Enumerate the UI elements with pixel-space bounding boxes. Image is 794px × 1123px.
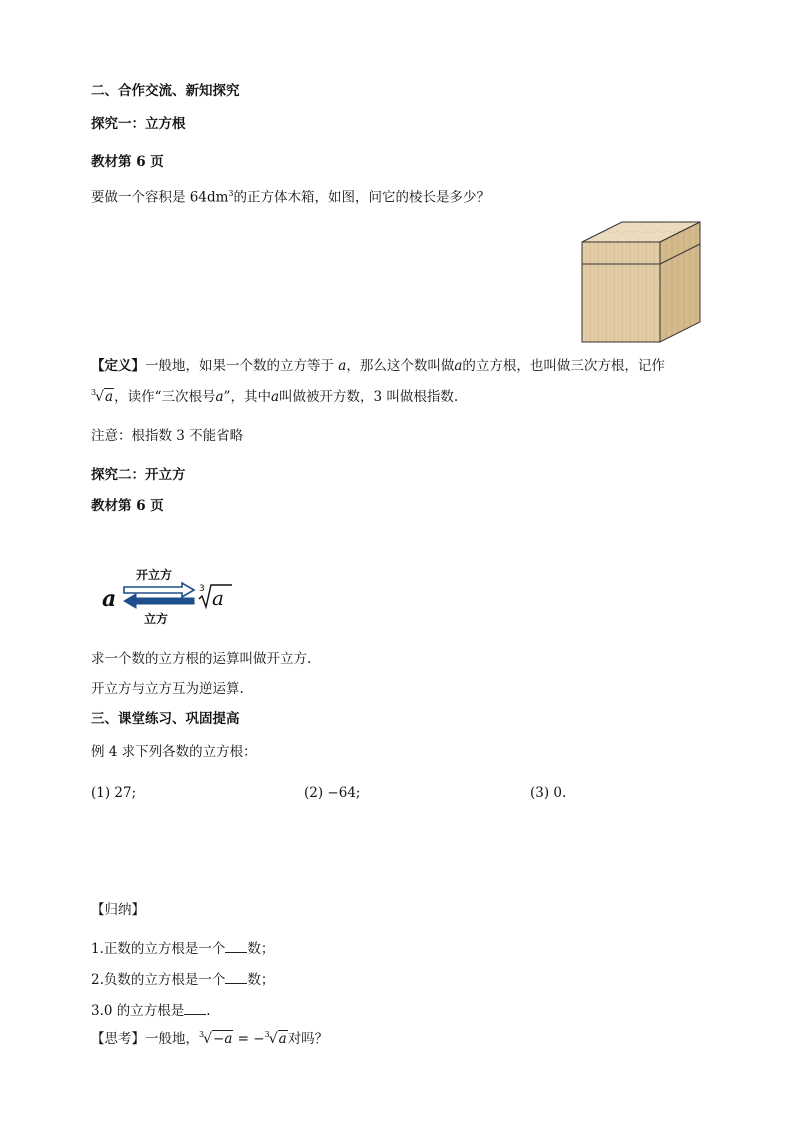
diagram-left-a: a bbox=[102, 586, 117, 612]
answer-blank-1[interactable] bbox=[225, 938, 247, 953]
summary-item-3: 3.0 的立方根是 . bbox=[91, 1000, 211, 1020]
definition-var-a-4: a bbox=[270, 389, 280, 405]
think-question bbox=[91, 1030, 328, 1050]
summary-title: 【归纳】 bbox=[91, 902, 145, 918]
think-text-1: 一般地， bbox=[145, 1031, 199, 1047]
think-text-2: 对吗？ bbox=[287, 1031, 329, 1047]
diagram-right-a: a bbox=[212, 586, 224, 610]
example-title: 例 4 求下列各数的立方根： bbox=[91, 744, 257, 760]
box-front-face bbox=[582, 242, 660, 342]
think-equals: = − bbox=[233, 1031, 265, 1047]
definition-text-4: ，读作“三次根号 bbox=[114, 389, 216, 405]
think-lhs-root: $^3$√−a bbox=[199, 1030, 233, 1047]
definition-text-3: 的立方根，也叫做三次方根，记作 bbox=[462, 358, 665, 374]
think-rhs-root: $^3$√a bbox=[264, 1030, 287, 1047]
explore-2-title: 探究二：开立方 bbox=[91, 467, 186, 483]
definition-text-2: ，那么这个数叫做 bbox=[346, 358, 455, 374]
diagram-top-label: 开立方 bbox=[136, 568, 173, 582]
example-item-3: (3) 0. bbox=[530, 785, 567, 801]
question-pre: 要做一个容积是 64dm bbox=[91, 189, 229, 206]
definition-cube-root: $^3$√a bbox=[91, 388, 114, 405]
diagram-root-index: 3 bbox=[199, 584, 205, 594]
definition-text-6: 叫做被开方数，3 叫做根指数. bbox=[279, 389, 459, 405]
operation-definition: 求一个数的立方根的运算叫做开立方. bbox=[91, 651, 312, 667]
definition-line-2 bbox=[91, 388, 458, 408]
explore-1-title: 探究一：立方根 bbox=[91, 116, 186, 132]
cube-root-diagram bbox=[98, 563, 238, 629]
example-item-1: (1) 27; bbox=[91, 785, 137, 801]
box-side-face bbox=[660, 222, 700, 342]
definition-bracket: 【定义】 bbox=[91, 358, 145, 374]
example-item-2: (2) −64; bbox=[304, 785, 361, 801]
definition-line-1 bbox=[91, 357, 665, 375]
section-3-title: 三、课堂练习、巩固提高 bbox=[91, 711, 240, 727]
diagram-bottom-label: 立方 bbox=[144, 612, 169, 626]
question-post: 的正方体木箱，如图，问它的棱长是多少？ bbox=[233, 189, 491, 206]
question-sup: 3 bbox=[228, 189, 234, 198]
inverse-note: 开立方与立方互为逆运算. bbox=[91, 681, 244, 697]
section-2-title: 二、合作交流、新知探究 bbox=[91, 83, 240, 99]
answer-blank-3[interactable] bbox=[184, 1000, 206, 1015]
question-text bbox=[91, 185, 490, 207]
textbook-ref-2: 教材第 6 页 bbox=[91, 498, 164, 514]
think-bracket: 【思考】 bbox=[91, 1031, 145, 1047]
note-text: 注意：根指数 3 不能省略 bbox=[91, 428, 244, 444]
definition-var-a-3: a bbox=[215, 389, 224, 405]
summary-item-1: 1.正数的立方根是一个 数； bbox=[91, 938, 274, 958]
definition-text-5: ”，其中 bbox=[223, 389, 271, 405]
definition-var-a-2: a bbox=[454, 358, 463, 374]
wooden-box-image bbox=[580, 220, 702, 344]
answer-blank-2[interactable] bbox=[225, 969, 247, 984]
definition-var-a-1: a bbox=[338, 358, 347, 374]
definition-text-1: 一般地，如果一个数的立方等于 bbox=[145, 358, 334, 374]
summary-item-2: 2.负数的立方根是一个 数； bbox=[91, 969, 274, 989]
textbook-ref-1: 教材第 6 页 bbox=[91, 154, 164, 170]
